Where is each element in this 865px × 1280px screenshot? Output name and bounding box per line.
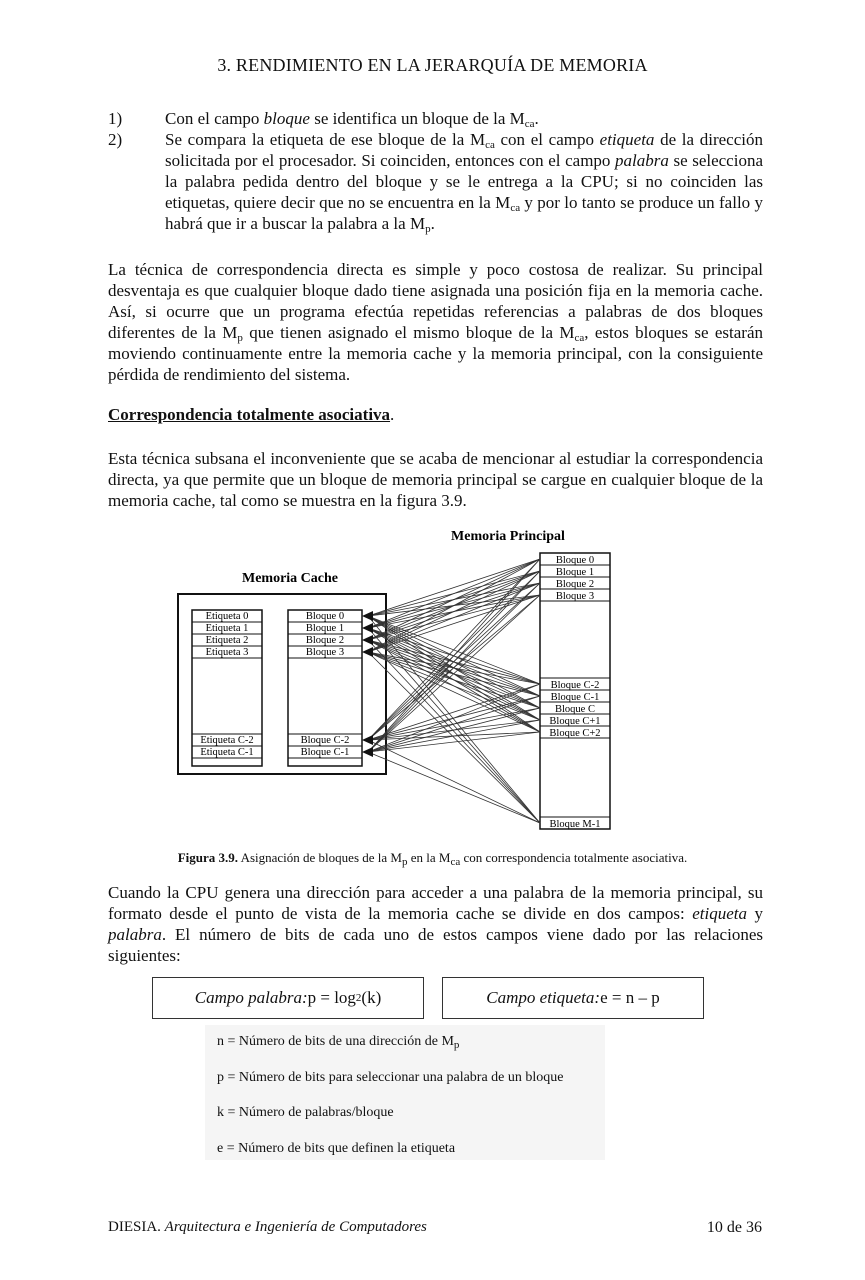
paragraph-associative-intro: Esta técnica subsana el inconveniente que se acaba de mencionar al estudiar la correspondencia directa, ya que permite que un bloque de memoria principal se cargue en cualquier bloque de la memoria cache, tal como se muestra en la figura 3.9. [108, 449, 763, 510]
definition-line: n = Número de bits de una dirección de $M_p$ [217, 1034, 460, 1051]
tag-label: Etiqueta C-2 [200, 735, 254, 746]
mp-block-label: Bloque 2 [555, 579, 595, 590]
definition-line: e = Número de bits que definen la etiqueta [217, 1141, 456, 1156]
mp-block-label: Bloque 1 [555, 567, 595, 578]
arrowhead [362, 611, 373, 621]
cache-block-label: Bloque C-1 [300, 747, 350, 758]
cache-block-label: Bloque 1 [305, 623, 345, 634]
mapping-line [368, 740, 540, 823]
mp-block-label: Bloque C-1 [550, 692, 600, 703]
mp-block-label: Bloque C+2 [549, 728, 601, 739]
formula-box-word-field: Campo palabra: p = log 2 (k) [152, 977, 424, 1019]
mapping-line [368, 571, 540, 652]
mp-block-label: Bloque 0 [555, 555, 595, 566]
list-text: Con el campo bloque se identifica un bloque de la $M_{ca}$. [165, 109, 539, 130]
mapping-line [368, 616, 540, 823]
cache-block-label: Bloque 2 [305, 635, 345, 646]
definition-line: k = Número de palabras/bloque [217, 1105, 394, 1120]
definitions-block [205, 1025, 605, 1160]
mapping-line [368, 559, 540, 640]
tag-label: Etiqueta 2 [205, 635, 249, 646]
mapping-line [368, 696, 540, 752]
mapping-arrowheads [362, 611, 373, 757]
mapping-line [368, 559, 540, 652]
cache-title: Memoria Cache [241, 571, 339, 586]
figure-caption: Figura 3.9. Asignación de bloques de la $M_p$ en la $M_{ca}$ con correspondencia totalmente asociativa. [177, 850, 688, 868]
cache-block-label: Bloque C-2 [300, 735, 350, 746]
mapping-line [368, 595, 540, 652]
numbered-list [108, 108, 763, 234]
list-text: Se compara la etiqueta de ese bloque de la $M_{ca}$ con el campo etiqueta de la dirección solicitada por el procesador. Si coinciden, entonces con el campo palabra se selecciona la palabra pedida dentro del bloque y se le entrega a la CPU; si no coinciden las etiquetas, quiere decir que no se encuentra en la $M_{ca}$ y por lo tanto se produce un fallo y habrá que ir a buscar la palabra a la $M_p$. [165, 130, 763, 235]
formula-box-tag-field: Campo etiqueta: e = n – p [442, 977, 704, 1019]
arrowhead [362, 735, 373, 745]
list-item [108, 129, 763, 234]
arrowhead [362, 623, 373, 633]
mapping-lines [368, 559, 540, 823]
tag-label: Etiqueta 1 [205, 623, 249, 634]
mapping-line [368, 752, 540, 823]
tag-label: Etiqueta 0 [205, 611, 249, 622]
cache-block-label: Bloque 3 [305, 647, 345, 658]
list-item [108, 108, 763, 129]
list-number: 1) [108, 109, 123, 128]
page-title: 3. RENDIMIENTO EN LA JERARQUÍA DE MEMORIA [217, 55, 648, 75]
footer-course: DIESIA. Arquitectura e Ingeniería de Computadores [108, 1219, 427, 1235]
figure-3-9-diagram [170, 520, 630, 840]
mp-block-label: Bloque C-2 [550, 680, 600, 691]
mapping-line [368, 628, 540, 823]
paragraph-address-format: Cuando la CPU genera una dirección para acceder a una palabra de la memoria principal, su formato desde el punto de vista de la memoria cache se divide en dos campos: etiqueta y palabra. El número de bits de cada uno de estos campos viene dado por las relaciones siguientes: [108, 883, 763, 965]
section-heading: Correspondencia totalmente asociativa. [108, 405, 395, 424]
list-number: 2) [108, 130, 123, 149]
cache-block-label: Bloque 0 [305, 611, 345, 622]
mp-block-label: Bloque C [555, 704, 595, 715]
tag-label: Etiqueta C-1 [200, 747, 254, 758]
definition-line: p = Número de bits para seleccionar una palabra de un bloque [217, 1070, 564, 1085]
mp-block-label: Bloque 3 [555, 591, 595, 602]
mp-block-label: Bloque C+1 [549, 716, 601, 727]
mapping-line [368, 652, 540, 708]
tag-label: Etiqueta 3 [205, 647, 249, 658]
mp-block-label: Bloque M-1 [549, 819, 601, 830]
footer-page-number: 10 de 36 [706, 1219, 762, 1236]
main-memory-title: Memoria Principal [451, 529, 565, 544]
arrowhead [362, 635, 373, 645]
arrowhead [362, 747, 373, 757]
arrowhead [362, 647, 373, 657]
paragraph-direct-mapping: La técnica de correspondencia directa es simple y poco costosa de realizar. Su principal desventaja es que cualquier bloque dado tiene asignada una posición fija en la memoria cache. Así, si ocurre que un programa efectúa repetidas referencias a palabras de dos bloques diferentes de la $M_p$ que tienen asignado el mismo bloque de la $M_{ca}$, estos bloques se estarán moviendo continuamente entre la memoria cache y la memoria principal, con la consiguiente pérdida de rendimiento del sistema. [108, 260, 763, 384]
